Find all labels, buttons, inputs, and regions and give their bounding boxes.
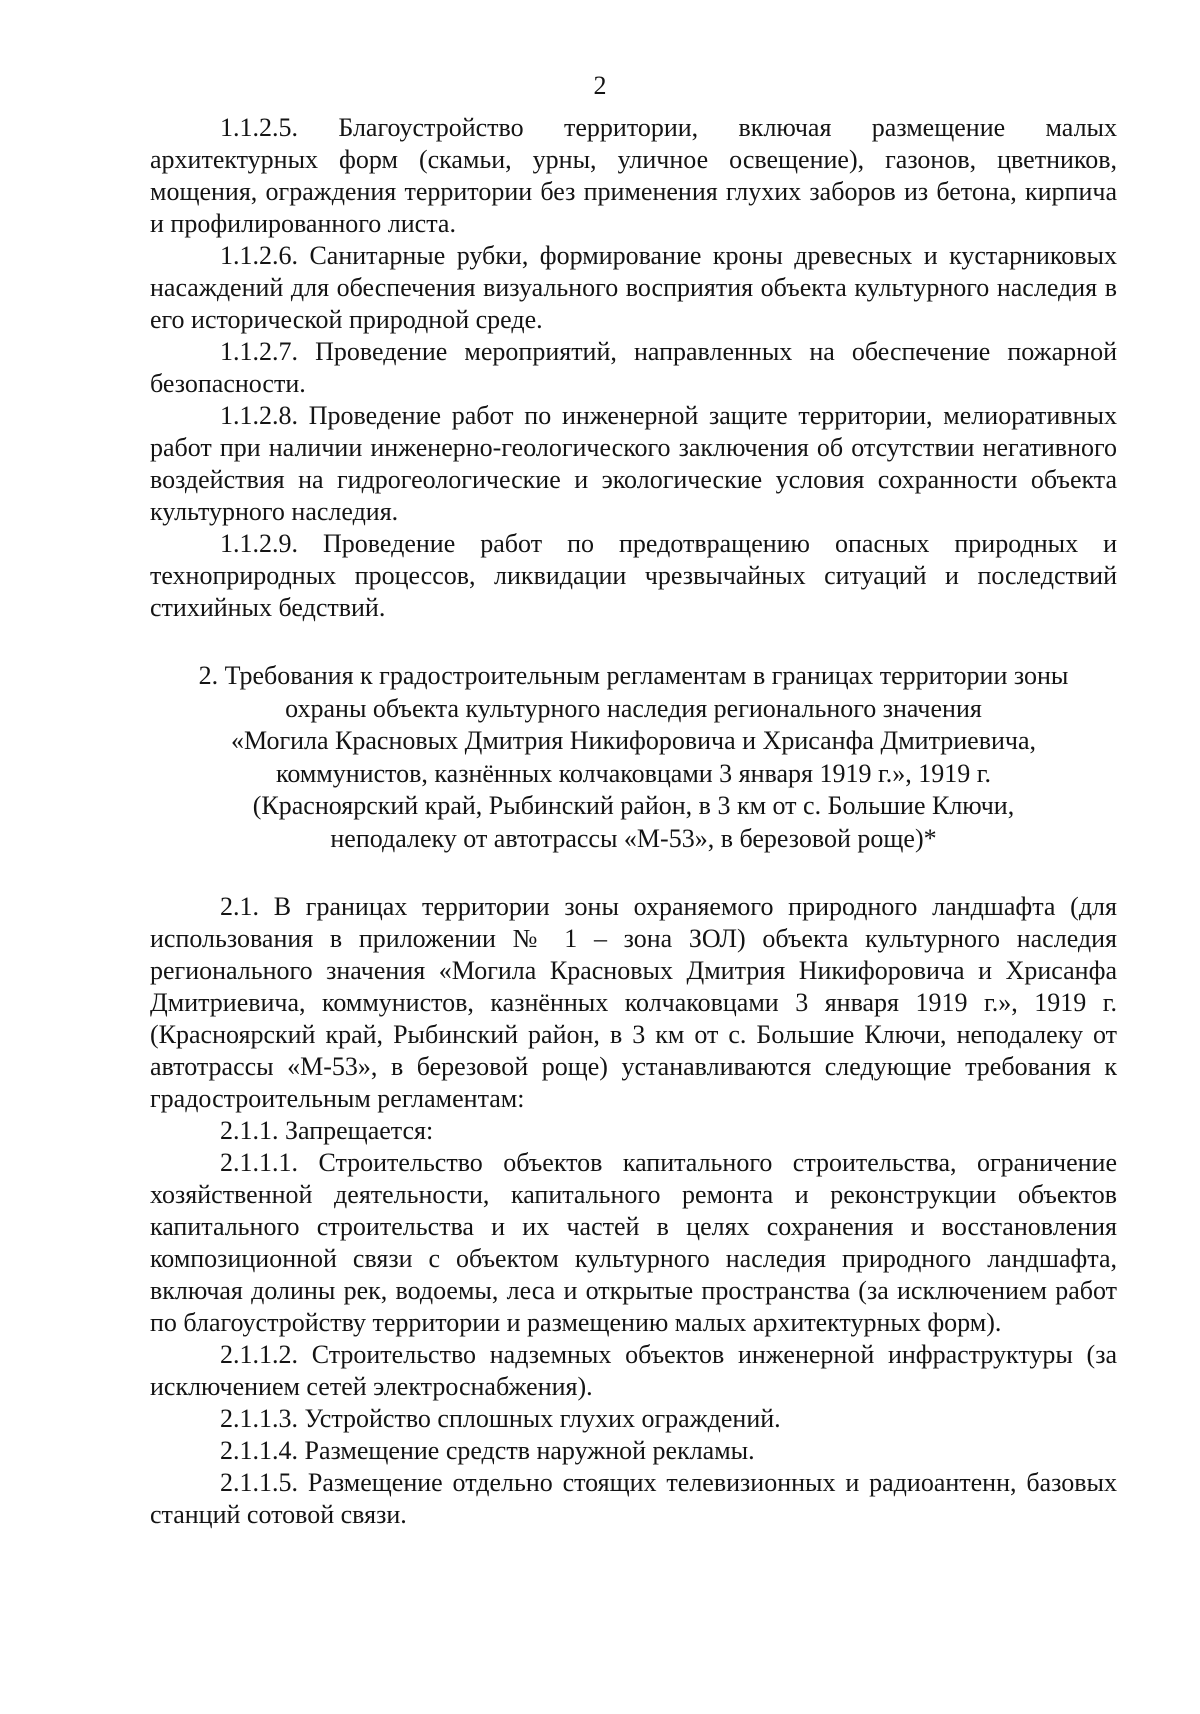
clause-text: Устройство сплошных глухих ограждений.: [304, 1404, 781, 1433]
clause-number: 2.1.1.2.: [220, 1340, 298, 1369]
clause-number: 1.1.2.6.: [220, 241, 298, 270]
section-heading-line: охраны объекта культурного наследия регионального значения: [285, 693, 982, 723]
clause-text: Проведение работ по предотвращению опасных природных и техноприродных процессов, ликвидации чрезвычайных ситуаций и последствий стихийных бедствий.: [150, 529, 1118, 622]
clause-1-1-2-9: [150, 528, 1117, 624]
clause-text: Размещение средств наружной рекламы.: [304, 1436, 755, 1465]
clause-number: 1.1.2.9.: [220, 529, 298, 558]
clause-text: Строительство надземных объектов инженерной инфраструктуры (за исключением сетей электроснабжения).: [150, 1340, 1118, 1401]
spacer: [150, 855, 1117, 891]
clause-number: 2.1.1.1.: [220, 1148, 298, 1177]
section-heading: [150, 660, 1117, 855]
clause-number: 2.1.1.: [220, 1116, 279, 1145]
clause-text: В границах территории зоны охраняемого природного ландшафта (для использования в приложении № 1 – зона ЗОЛ) объекта культурного наследия регионального значения «Могила Красновых Дмитрия Никифоровича и Хрисанфа Дмитриевича, коммунистов, казнённых колчаковцами 3 января 1919 г.», 1919 г. (Красноярский край, Рыбинский район, в 3 км от с. Большие Ключи, неподалеку от автотрассы «М-53», в березовой роще) устанавливаются следующие требования к градостроительным регламентам:: [150, 892, 1117, 1113]
clause-1-1-2-6: [150, 240, 1117, 336]
section-heading-line: (Красноярский край, Рыбинский район, в 3 км от с. Большие Ключи,: [252, 791, 1015, 820]
clause-1-1-2-5: [150, 112, 1117, 240]
section-heading-line: коммунистов, казнённых колчаковцами 3 января 1919 г.», 1919 г.: [276, 758, 991, 788]
clause-2-1-1-2: [150, 1339, 1117, 1403]
section-heading-line: «Могила Красновых Дмитрия Никифоровича и Хрисанфа Дмитриевича,: [230, 726, 1037, 755]
clause-2-1-1-1: [150, 1147, 1117, 1339]
clause-number: 2.1.: [220, 892, 259, 921]
clause-text: Запрещается:: [285, 1116, 434, 1145]
clause-number: 1.1.2.8.: [220, 401, 298, 430]
clause-number: 1.1.2.7.: [220, 337, 298, 366]
clause-1-1-2-7: [150, 336, 1117, 400]
clause-2-1-1: [150, 1115, 1117, 1147]
clause-2-1-1-3: [150, 1403, 1117, 1435]
clause-1-1-2-8: [150, 400, 1117, 528]
section-heading-line: неподалеку от автотрассы «М-53», в березовой роще)*: [330, 823, 937, 853]
document-body: [150, 112, 1117, 1531]
clause-text: Размещение отдельно стоящих телевизионных и радиоантенн, базовых станций сотовой связи.: [150, 1468, 1117, 1529]
clause-2-1-1-5: [150, 1467, 1117, 1531]
clause-text: Проведение работ по инженерной защите территории, мелиоративных работ при наличии инженерно-геологического заключения об отсутствии негативного воздействия на гидрогеологические и экологические условия сохранности объекта культурного наследия.: [150, 401, 1117, 526]
clause-number: 2.1.1.5.: [220, 1468, 298, 1497]
section-heading-line: 2. Требования к градостроительным регламентам в границах территории зоны: [198, 661, 1069, 690]
clause-number: 1.1.2.5.: [220, 113, 298, 142]
clause-text: Строительство объектов капитального строительства, ограничение хозяйственной деятельности, капитального ремонта и реконструкции объектов капитального строительства и их частей в целях сохранения и восстановления композиционной связи с объектом культурного наследия природного ландшафта, включая долины рек, водоемы, леса и открытые пространства (за исключением работ по благоустройству территории и размещению малых архитектурных форм).: [150, 1148, 1118, 1337]
clause-number: 2.1.1.3.: [220, 1404, 298, 1433]
clause-text: Проведение мероприятий, направленных на обеспечение пожарной безопасности.: [150, 337, 1117, 398]
clause-2-1-1-4: [150, 1435, 1117, 1467]
clause-number: 2.1.1.4.: [220, 1436, 298, 1465]
clause-2-1: [150, 891, 1117, 1115]
clause-text: Благоустройство территории, включая размещение малых архитектурных форм (скамьи, урны, уличное освещение), газонов, цветников, мощения, ограждения территории без применения глухих заборов из бетона, кирпича и профилированного листа.: [150, 113, 1118, 238]
page-number: 2: [593, 71, 607, 100]
clause-text: Санитарные рубки, формирование кроны древесных и кустарниковых насаждений для обеспечения визуального восприятия объекта культурного наследия в его исторической природной среде.: [150, 241, 1117, 334]
